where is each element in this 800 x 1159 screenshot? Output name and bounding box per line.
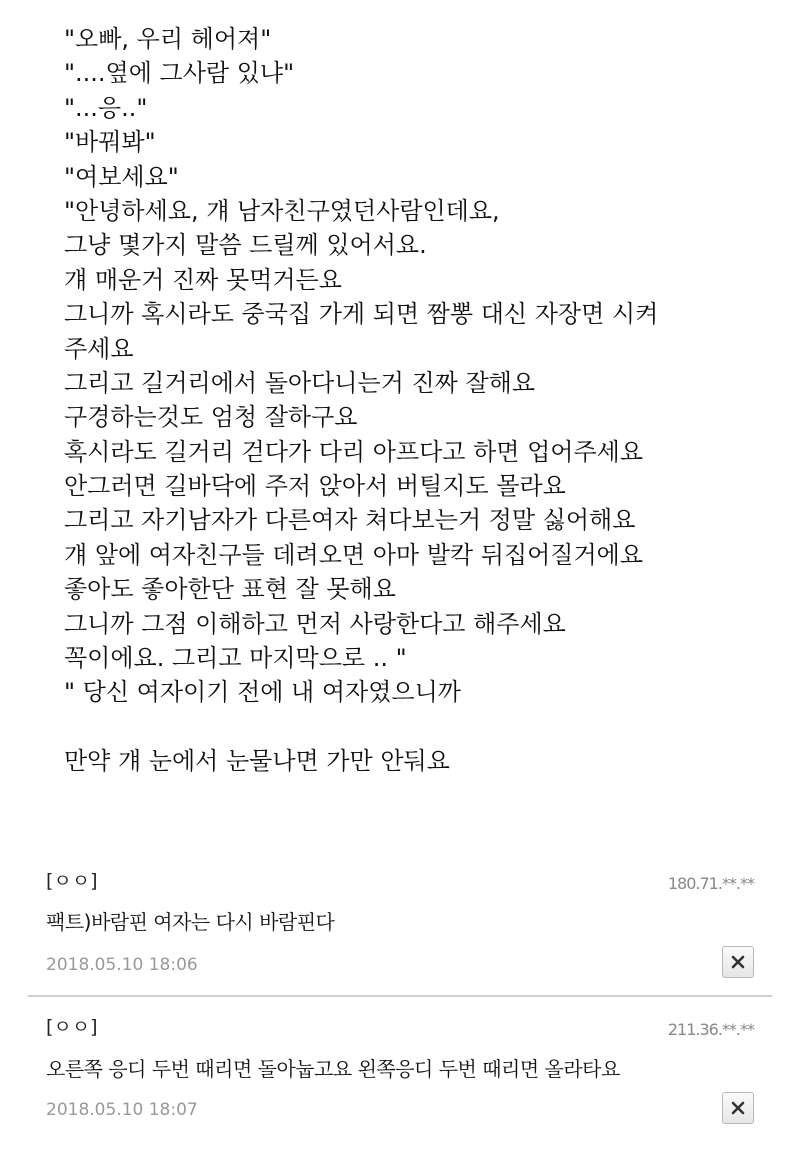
- story-line: "오빠, 우리 헤어져": [64, 25, 272, 53]
- comment-text: 오른쪽 응디 두번 때리면 돌아눕고요 왼쪽응디 두번 때리면 올라타요: [46, 1057, 620, 1081]
- story-line: 구경하는것도 엄청 잘하구요: [64, 403, 358, 432]
- comment-text: 팩트)바람핀 여자는 다시 바람핀다: [46, 910, 335, 934]
- story-line: 안그러면 길바닥에 주저 앉아서 버틸지도 몰라요: [64, 472, 566, 501]
- story-line: 걔 앞에 여자친구들 데려오면 아마 발칵 뒤집어질거에요: [64, 540, 644, 569]
- delete-comment-button[interactable]: [722, 1092, 754, 1124]
- comment-divider: [28, 995, 772, 997]
- story-line: 그리고 길거리에서 돌아다니는거 진짜 잘해요: [64, 368, 536, 397]
- comment-date: 2018.05.10 18:06: [46, 955, 198, 975]
- story-text: [64, 22, 784, 779]
- story-line: 그니까 그점 이해하고 먼저 사랑한다고 해주세요: [64, 609, 566, 638]
- delete-comment-button[interactable]: [722, 946, 754, 978]
- story-line: "바꿔봐": [64, 128, 156, 157]
- story-line-blank: [64, 710, 784, 744]
- comment-author: [ㅇㅇ]: [46, 1016, 98, 1038]
- close-icon: [731, 955, 745, 969]
- story-line: 꼭이에요. 그리고 마지막으로 .. ": [64, 644, 407, 673]
- story-line: "안녕하세요, 걔 남자친구였던사람인데요,: [64, 196, 500, 225]
- story-line: 그니까 혹시라도 중국집 가게 되면 짬뽕 대신 자장면 시켜: [64, 300, 659, 329]
- story-line: 그리고 자기남자가 다른여자 쳐다보는거 정말 싫어해요: [64, 506, 636, 535]
- story-line: 만약 걔 눈에서 눈물나면 가만 안둬요: [64, 747, 450, 776]
- comment-ip: 211.36.**.**: [667, 1020, 754, 1039]
- story-line: 주세요: [64, 334, 134, 363]
- story-line: " 당신 여자이기 전에 내 여자였으니까: [64, 678, 461, 707]
- close-icon: [731, 1101, 745, 1115]
- comment-author: [ㅇㅇ]: [46, 870, 98, 892]
- story-line: 혹시라도 길거리 걷다가 다리 아프다고 하면 업어주세요: [64, 437, 644, 466]
- comment-item: [0, 862, 800, 992]
- story-line: "....옆에 그사람 있냐": [64, 59, 295, 88]
- comment-item: [0, 1008, 800, 1148]
- story-line: "...응..": [64, 93, 148, 122]
- story-line: 걔 매운거 진짜 못먹거든요: [64, 265, 342, 294]
- story-line: 그냥 몇가지 말씀 드릴께 있어서요.: [64, 231, 427, 260]
- story-line: "여보세요": [64, 162, 179, 191]
- story-line: 좋아도 좋아한단 표현 잘 못해요: [64, 575, 396, 604]
- comment-ip: 180.71.**.**: [667, 874, 754, 893]
- comment-date: 2018.05.10 18:07: [46, 1100, 198, 1120]
